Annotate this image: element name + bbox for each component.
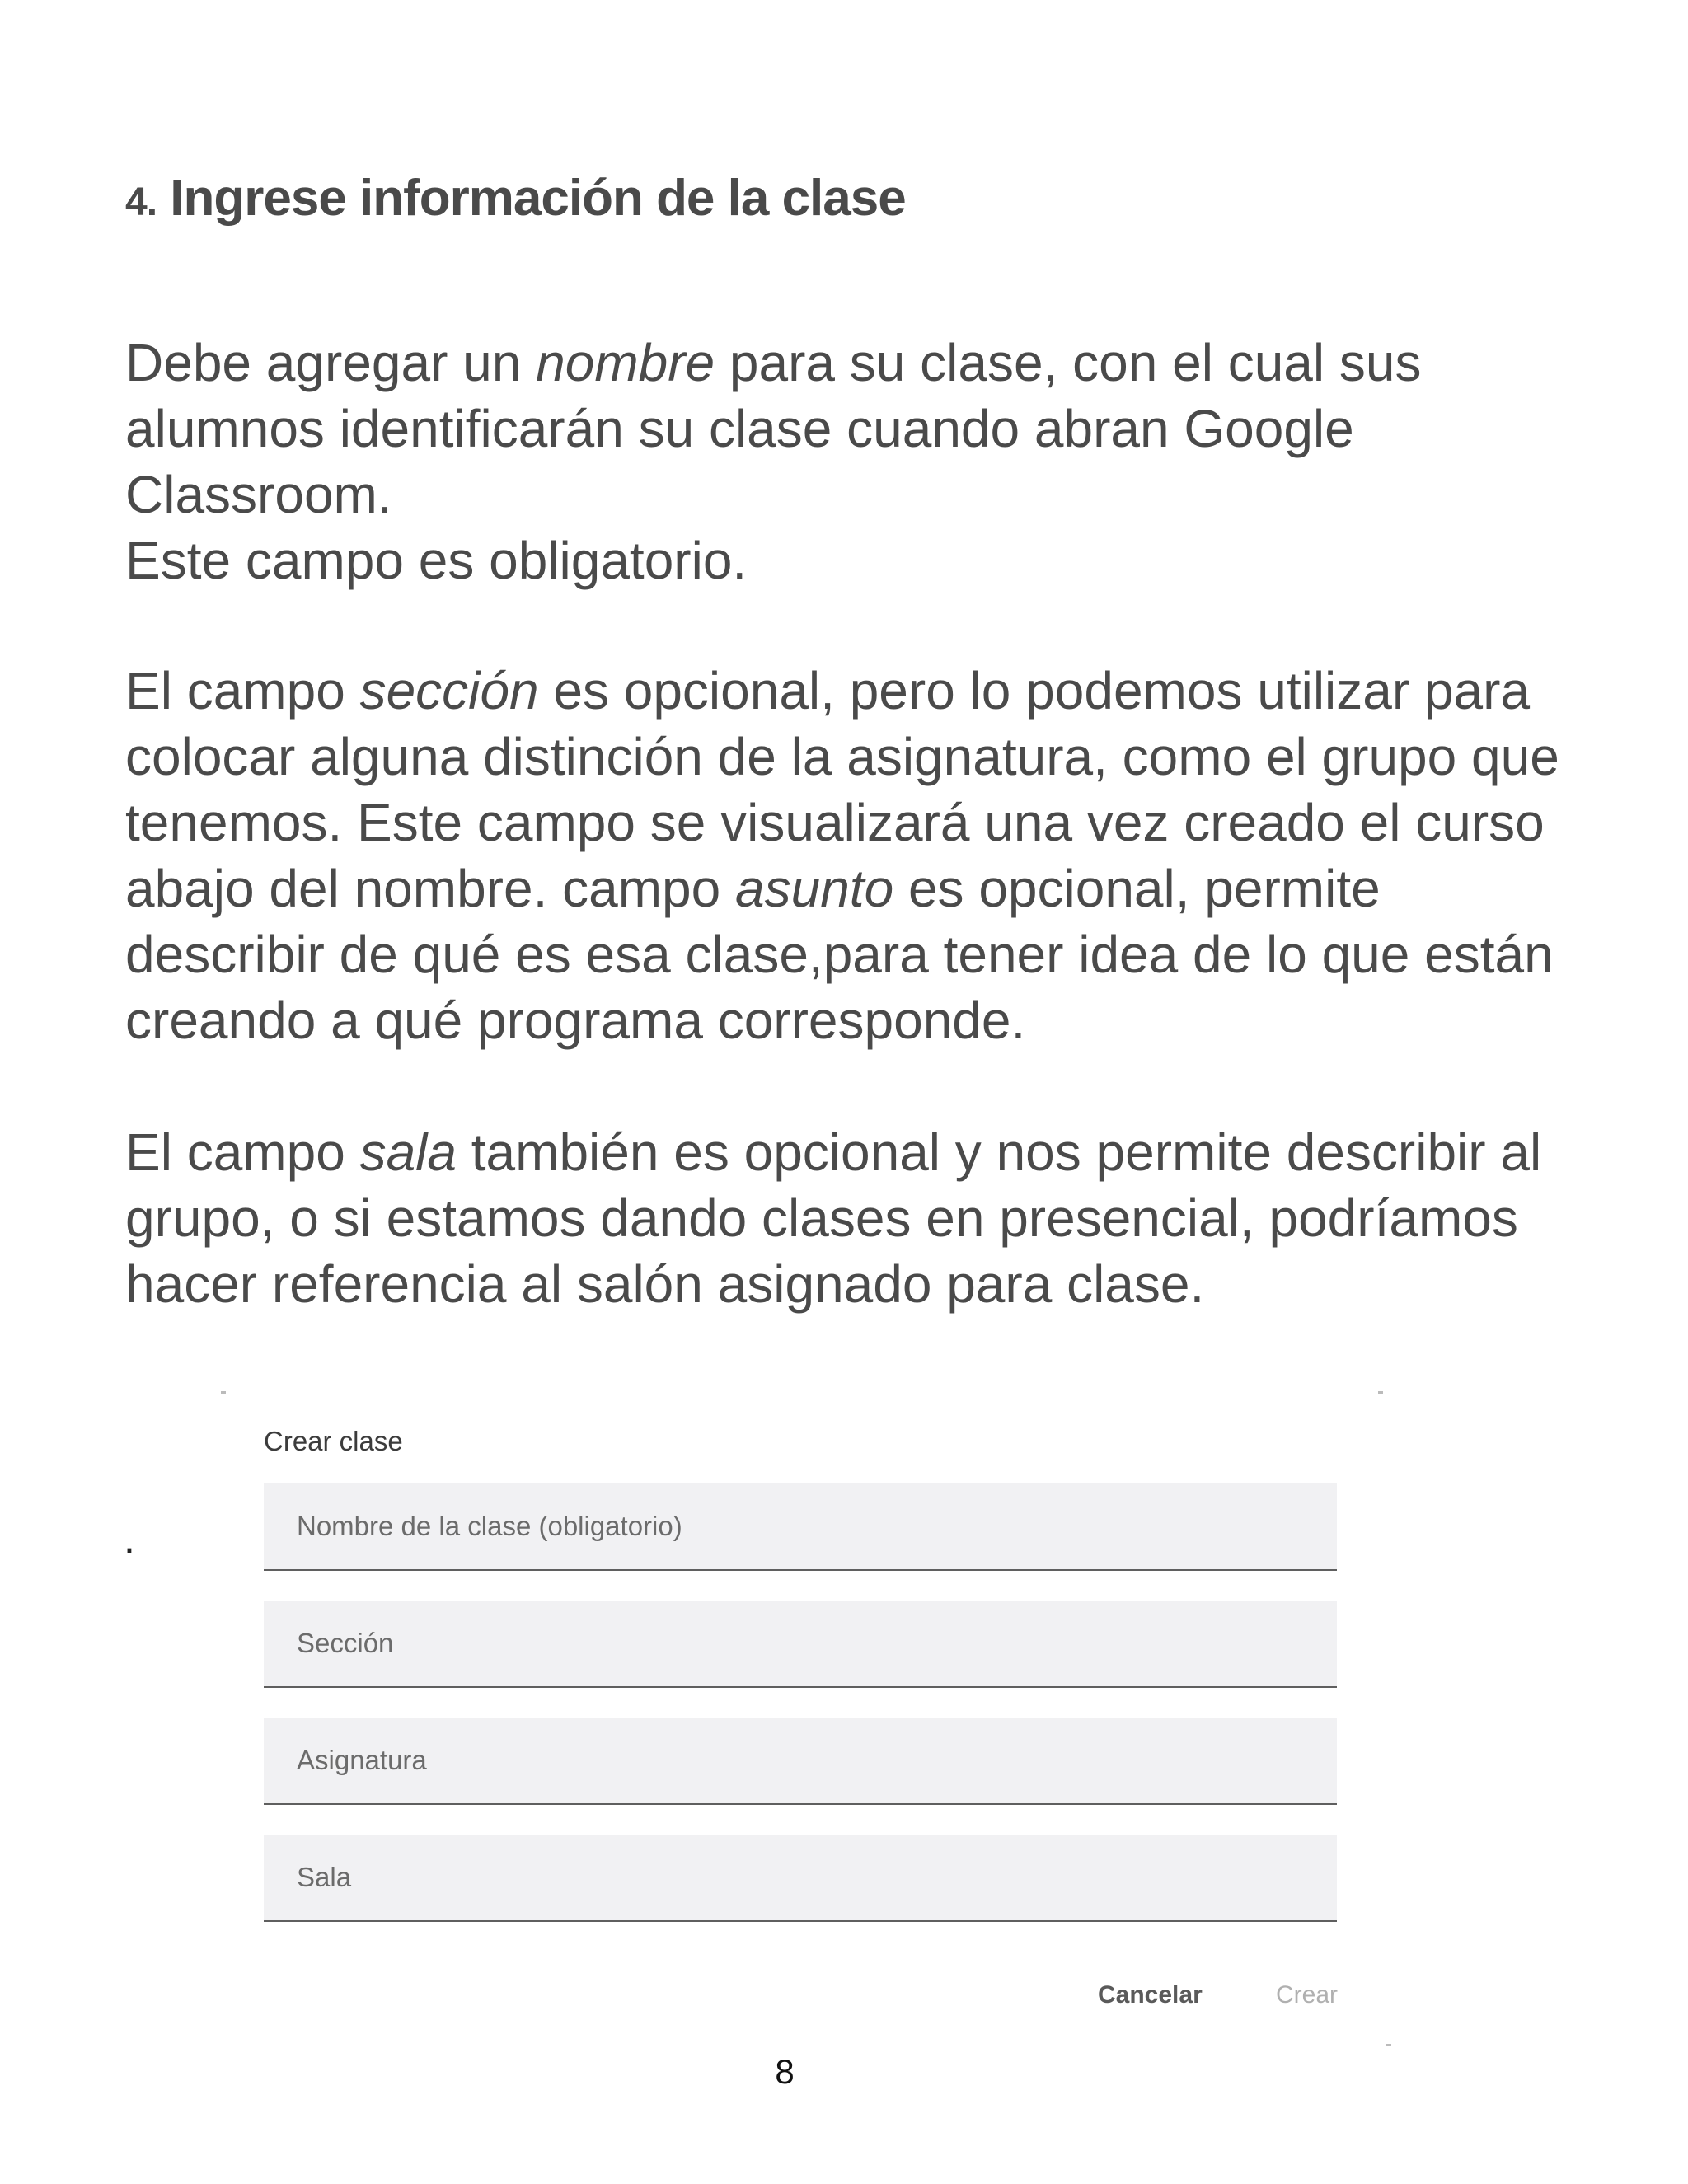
- p2-text-b: es opcional, pero lo podemos utilizar para colocar alguna distinción de la asignatura, como el grupo que tenemos. Este campo se visualizará una vez creado el curso abajo del nombre. campo: [125, 661, 1559, 918]
- scan-speck: [1386, 2044, 1391, 2046]
- cancel-button[interactable]: Cancelar: [1098, 1981, 1203, 2008]
- dialog-title: Crear clase: [264, 1426, 403, 1456]
- subject-field: [264, 1718, 1337, 1805]
- p3-em-sala: sala: [359, 1122, 457, 1182]
- scan-speck: [1378, 1391, 1383, 1394]
- page-number: 8: [775, 2052, 795, 2091]
- section-heading: [125, 169, 906, 227]
- p1-em-nombre: nombre: [536, 333, 715, 392]
- p3-text-b: también es opcional y nos permite describir al grupo, o si estamos dando clases en presencial, podríamos hacer referencia al salón asignado para clase.: [125, 1122, 1542, 1314]
- p1-text-b: para su clase, con el cual sus alumnos identificarán su clase cuando abran Google Classroom.: [125, 333, 1422, 524]
- p2-text-a: El campo: [125, 661, 360, 720]
- p2-em-seccion: sección: [359, 661, 539, 720]
- paragraph-seccion: [125, 658, 1576, 1053]
- p1-text-a: Debe agregar un: [125, 333, 537, 392]
- p2-em-asunto: asunto: [735, 859, 894, 918]
- heading-text: Ingrese información de la clase: [170, 170, 906, 227]
- create-button[interactable]: Crear: [1276, 1981, 1339, 2008]
- section-field: [264, 1601, 1337, 1688]
- subject-input[interactable]: [264, 1718, 1337, 1803]
- p3-text-a: El campo: [125, 1122, 360, 1182]
- room-input[interactable]: [264, 1835, 1337, 1920]
- p1-text-c: Este campo es obligatorio.: [125, 531, 748, 590]
- create-class-dialog: [216, 1385, 1403, 2077]
- p2-text-c: es opcional, permite describir de qué es esa clase,para tener idea de lo que están creando a qué programa corresponde.: [125, 859, 1554, 1050]
- section-input[interactable]: [264, 1601, 1337, 1686]
- class-name-input[interactable]: [264, 1483, 1337, 1569]
- bullet-dot: .: [124, 1516, 135, 1562]
- paragraph-nombre: [125, 330, 1576, 593]
- heading-number: 4.: [125, 180, 157, 224]
- class-name-field: [264, 1483, 1337, 1571]
- paragraph-sala: [125, 1119, 1576, 1317]
- scan-speck: [221, 1391, 226, 1394]
- room-field: [264, 1835, 1337, 1922]
